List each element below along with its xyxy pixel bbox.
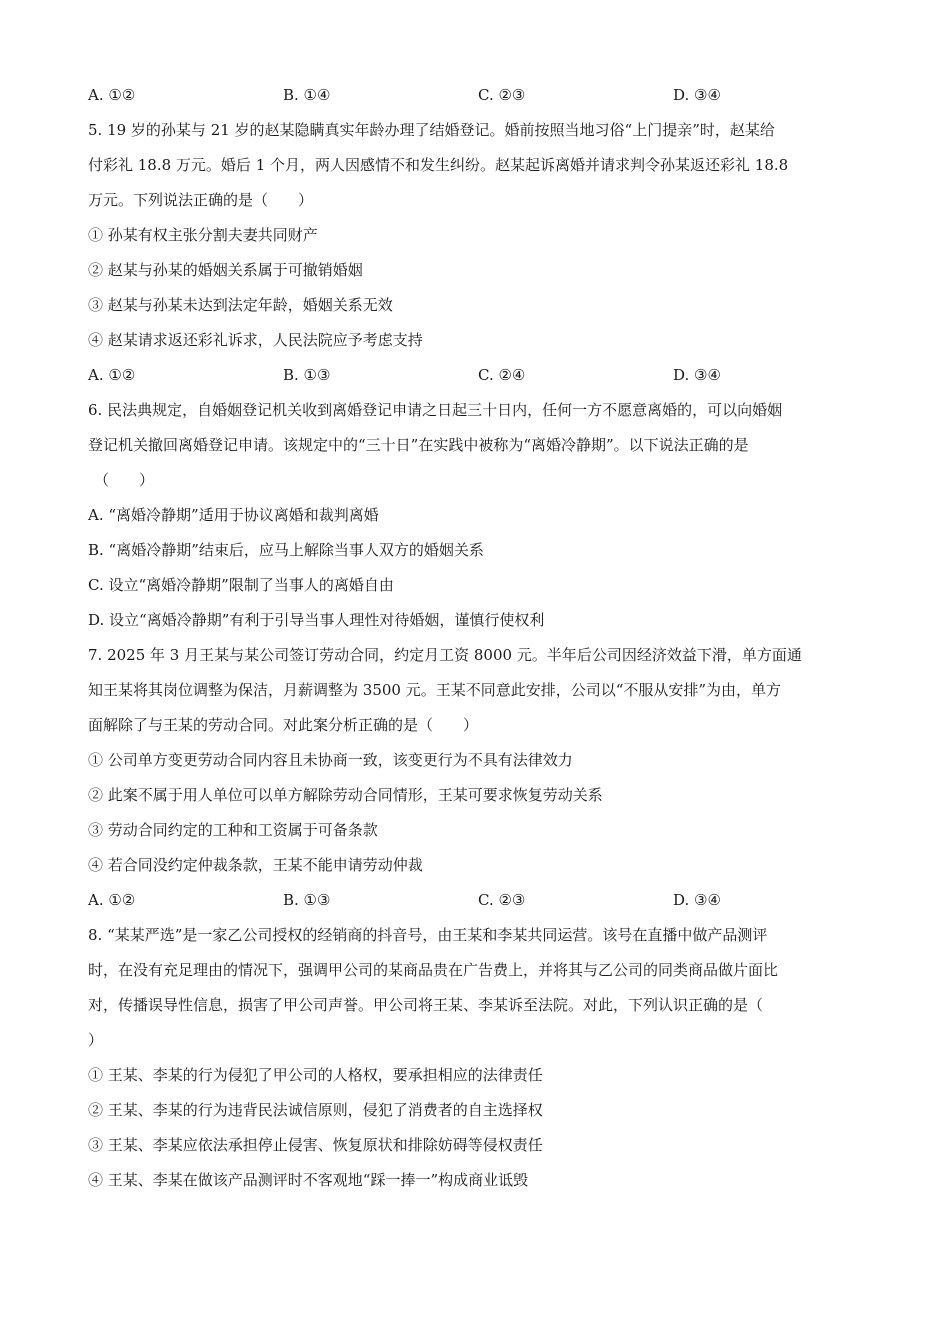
statement-item: ② 此案不属于用人单位可以单方解除劳动合同情形，王某可要求恢复劳动关系 [88,786,603,804]
question-7 [88,638,868,918]
option-a: A. ①② [88,891,136,909]
option-b: B. ①④ [283,86,331,104]
statement-item: ④ 若合同没约定仲裁条款，王某不能申请劳动仲裁 [88,856,423,874]
statement-item: ③ 劳动合同约定的工种和工资属于可备条款 [88,821,378,839]
question-stem-line: 7. 2025 年 3 月王某与某公司签订劳动合同，约定月工资 8000 元。半年后公司因经济效益下滑，单方面通 [88,646,802,664]
option-d: D. ③④ [673,86,721,104]
question-stem-line: 面解除了与王某的劳动合同。对此案分析正确的是（ ） [88,716,479,734]
q7-options [88,883,868,918]
option-c: C. ②④ [478,366,526,384]
choice-a: A. “离婚冷静期”适用于协议离婚和裁判离婚 [88,506,379,524]
q5-options [88,358,868,393]
statement-item: ① 孙某有权主张分割夫妻共同财产 [88,226,318,244]
question-stem-line: 登记机关撤回离婚登记申请。该规定中的“三十日”在实践中被称为“离婚冷静期”。以下说法正确的是 [88,436,749,454]
question-stem-line: 万元。下列说法正确的是（ ） [88,191,314,209]
option-a: A. ①② [88,366,136,384]
choice-b: B. “离婚冷静期”结束后，应马上解除当事人双方的婚姻关系 [88,541,484,559]
statement-item: ① 王某、李某的行为侵犯了甲公司的人格权，要承担相应的法律责任 [88,1066,543,1084]
question-stem-line: 5. 19 岁的孙某与 21 岁的赵某隐瞒真实年龄办理了结婚登记。婚前按照当地习俗“上门提亲”时，赵某给 [88,121,775,139]
question-stem-line: 知王某将其岗位调整为保洁，月薪调整为 3500 元。王某不同意此安排，公司以“不服从安排”为由，单方 [88,681,782,699]
question-5 [88,113,868,393]
question-stem-line: 6. 民法典规定，自婚姻登记机关收到离婚登记申请之日起三十日内，任何一方不愿意离婚的，可以向婚姻 [88,401,783,419]
question-stem-line: ） [88,1031,104,1049]
choice-d: D. 设立“离婚冷静期”有利于引导当事人理性对待婚姻，谨慎行使权利 [88,611,545,629]
option-a: A. ①② [88,86,136,104]
option-c: C. ②③ [478,86,526,104]
question-6 [88,393,868,638]
exam-page [88,78,868,1198]
option-b: B. ①③ [283,891,331,909]
question-stem-line: （ ） [94,471,155,489]
question-stem-line: 8. “某某严选”是一家乙公司授权的经销商的抖音号，由王某和李某共同运营。该号在直播中做产品测评 [88,926,768,944]
choice-c: C. 设立“离婚冷静期”限制了当事人的离婚自由 [88,576,394,594]
statement-item: ① 公司单方变更劳动合同内容且未协商一致，该变更行为不具有法律效力 [88,751,573,769]
question-stem-line: 时，在没有充足理由的情况下，强调甲公司的某商品贵在广告费上，并将其与乙公司的同类商品做片面比 [88,961,779,979]
statement-item: ③ 赵某与孙某未达到法定年龄，婚姻关系无效 [88,296,393,314]
question-8 [88,918,868,1198]
option-b: B. ①③ [283,366,331,384]
statement-item: ④ 王某、李某在做该产品测评时不客观地“踩一捧一”构成商业诋毁 [88,1171,529,1189]
option-d: D. ③④ [673,366,721,384]
statement-item: ④ 赵某请求返还彩礼诉求，人民法院应予考虑支持 [88,331,423,349]
option-d: D. ③④ [673,891,721,909]
question-stem-line: 付彩礼 18.8 万元。婚后 1 个月，两人因感情不和发生纠纷。赵某起诉离婚并请求判令孙某返还彩礼 18.8 [88,156,789,174]
option-c: C. ②③ [478,891,526,909]
statement-item: ② 赵某与孙某的婚姻关系属于可撤销婚姻 [88,261,363,279]
question-stem-line: 对，传播误导性信息，损害了甲公司声誉。甲公司将王某、李某诉至法院。对此，下列认识正确的是（ [88,996,764,1014]
q4-options [88,78,868,113]
statement-item: ② 王某、李某的行为违背民法诚信原则，侵犯了消费者的自主选择权 [88,1101,543,1119]
statement-item: ③ 王某、李某应依法承担停止侵害、恢复原状和排除妨碍等侵权责任 [88,1136,543,1154]
